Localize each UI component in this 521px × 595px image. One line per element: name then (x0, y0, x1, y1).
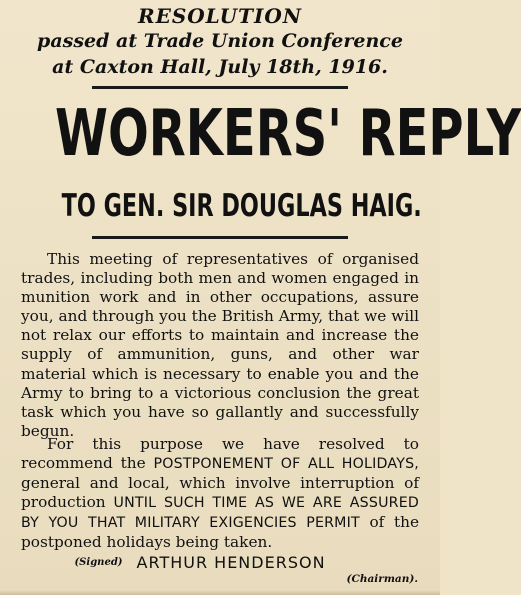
paper-edge (0, 590, 440, 595)
signer-title: (Chairman). (346, 573, 418, 585)
date-line: at Caxton Hall, July 18th, 1916. (52, 56, 388, 78)
paragraph-2-text-a: For this purpose we have resolved to recommend the (21, 435, 419, 473)
paragraph-2-text-c: of the postponed holidays being taken. (21, 513, 419, 552)
body-paragraph-1 (21, 250, 419, 441)
resolution-title: RESOLUTION (137, 4, 303, 28)
signature-row (0, 553, 440, 572)
signed-label: (Signed) (74, 557, 123, 568)
top-divider (92, 86, 348, 89)
signer-name: ARTHUR HENDERSON (136, 553, 326, 572)
paragraph-2-text-b: general and local, which involve interruption of production (21, 474, 419, 512)
body-paragraph-2 (21, 435, 419, 553)
header-block (0, 4, 440, 80)
conference-line: passed at Trade Union Conference (37, 30, 403, 52)
subheadline: TO GEN. SIR DOUGLAS HAIG. (61, 188, 422, 224)
paragraph-2-caps-2: UNTIL SUCH TIME AS WE ARE ASSURED BY YOU THAT MILITARY EXIGENCIES PERMIT (21, 495, 419, 532)
paragraph-1-text: This meeting of representatives of organised trades, including both men and women engaged in munition work and in other occupations, assure you, and through you the British Army, that we will not relax our efforts to maintain and increase the supply of ammunition, guns, and other war material which is necessary to enable you and the Army to bring to a victorious conclusion the great task which you have so gallantly and successfully begun. (21, 250, 419, 440)
paragraph-2-caps-1: POSTPONEMENT OF ALL HOLIDAYS, (153, 456, 419, 473)
middle-divider (92, 236, 348, 239)
headline: WORKERS' REPLY (55, 97, 521, 171)
